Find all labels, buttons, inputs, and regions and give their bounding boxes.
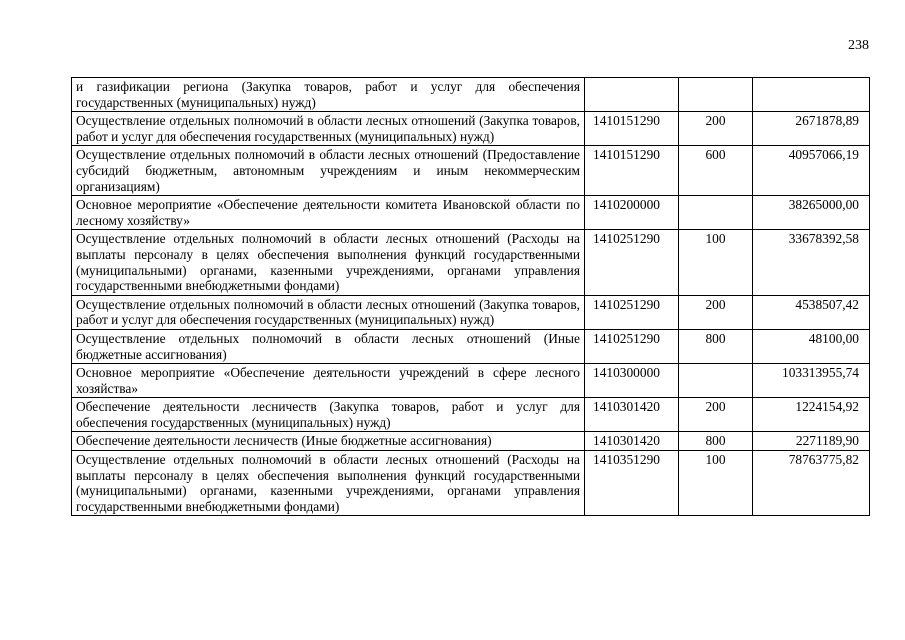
table-row: [72, 230, 870, 295]
expense-type-cell: 800: [679, 329, 753, 363]
amount-cell: 48100,00: [753, 329, 870, 363]
amount-cell: 78763775,82: [753, 451, 870, 516]
table-row: [72, 398, 870, 432]
amount-cell: 33678392,58: [753, 230, 870, 295]
expense-name-cell: Осуществление отдельных полномочий в области лесных отношений (Закупка товаров, работ и услуг для обеспечения государственных (муниципальных) нужд): [72, 295, 585, 329]
target-code-cell: 1410151290: [585, 146, 679, 196]
expense-type-cell: 200: [679, 295, 753, 329]
table-row: [72, 432, 870, 451]
amount-cell: 1224154,92: [753, 398, 870, 432]
table-row: [72, 329, 870, 363]
expense-name-cell: Обеспечение деятельности лесничеств (Иные бюджетные ассигнования): [72, 432, 585, 451]
expense-name-cell: Основное мероприятие «Обеспечение деятельности учреждений в сфере лесного хозяйства»: [72, 364, 585, 398]
expense-name-cell: Основное мероприятие «Обеспечение деятельности комитета Ивановской области по лесному хозяйству»: [72, 196, 585, 230]
table-row: [72, 112, 870, 146]
target-code-cell: 1410251290: [585, 329, 679, 363]
amount-cell: 103313955,74: [753, 364, 870, 398]
expense-name-cell: Осуществление отдельных полномочий в области лесных отношений (Расходы на выплаты персоналу в целях обеспечения выполнения функций государственными (муниципальными) органами, казенными учреждениями, органами управления государственными внебюджетными фондами): [72, 451, 585, 516]
expense-type-cell: 100: [679, 230, 753, 295]
expense-name-cell: Обеспечение деятельности лесничеств (Закупка товаров, работ и услуг для обеспечения государственных (муниципальных) нужд): [72, 398, 585, 432]
budget-table: [71, 77, 870, 516]
expense-name-cell: и газификации региона (Закупка товаров, работ и услуг для обеспечения государственных (муниципальных) нужд): [72, 78, 585, 112]
expense-type-cell: [679, 78, 753, 112]
amount-cell: 2271189,90: [753, 432, 870, 451]
table-row: [72, 295, 870, 329]
target-code-cell: 1410351290: [585, 451, 679, 516]
expense-type-cell: [679, 196, 753, 230]
expense-type-cell: 800: [679, 432, 753, 451]
expense-name-cell: Осуществление отдельных полномочий в области лесных отношений (Предоставление субсидий бюджетным, автономным учреждениям и иным некоммерческим организациям): [72, 146, 585, 196]
amount-cell: 2671878,89: [753, 112, 870, 146]
expense-name-cell: Осуществление отдельных полномочий в области лесных отношений (Иные бюджетные ассигнования): [72, 329, 585, 363]
table-row: [72, 146, 870, 196]
amount-cell: [753, 78, 870, 112]
target-code-cell: 1410151290: [585, 112, 679, 146]
amount-cell: 40957066,19: [753, 146, 870, 196]
amount-cell: 4538507,42: [753, 295, 870, 329]
target-code-cell: 1410300000: [585, 364, 679, 398]
expense-type-cell: [679, 364, 753, 398]
expense-type-cell: 100: [679, 451, 753, 516]
target-code-cell: [585, 78, 679, 112]
target-code-cell: 1410301420: [585, 432, 679, 451]
table-row: [72, 451, 870, 516]
target-code-cell: 1410251290: [585, 295, 679, 329]
amount-cell: 38265000,00: [753, 196, 870, 230]
target-code-cell: 1410251290: [585, 230, 679, 295]
expense-type-cell: 200: [679, 398, 753, 432]
page-number: 238: [848, 38, 869, 53]
table-row: [72, 78, 870, 112]
target-code-cell: 1410301420: [585, 398, 679, 432]
target-code-cell: 1410200000: [585, 196, 679, 230]
table-row: [72, 196, 870, 230]
expense-type-cell: 600: [679, 146, 753, 196]
expense-name-cell: Осуществление отдельных полномочий в области лесных отношений (Закупка товаров, работ и услуг для обеспечения государственных (муниципальных) нужд): [72, 112, 585, 146]
expense-type-cell: 200: [679, 112, 753, 146]
expense-name-cell: Осуществление отдельных полномочий в области лесных отношений (Расходы на выплаты персоналу в целях обеспечения выполнения функций государственными (муниципальными) органами, казенными учреждениями, органами управления государственными внебюджетными фондами): [72, 230, 585, 295]
table-row: [72, 364, 870, 398]
